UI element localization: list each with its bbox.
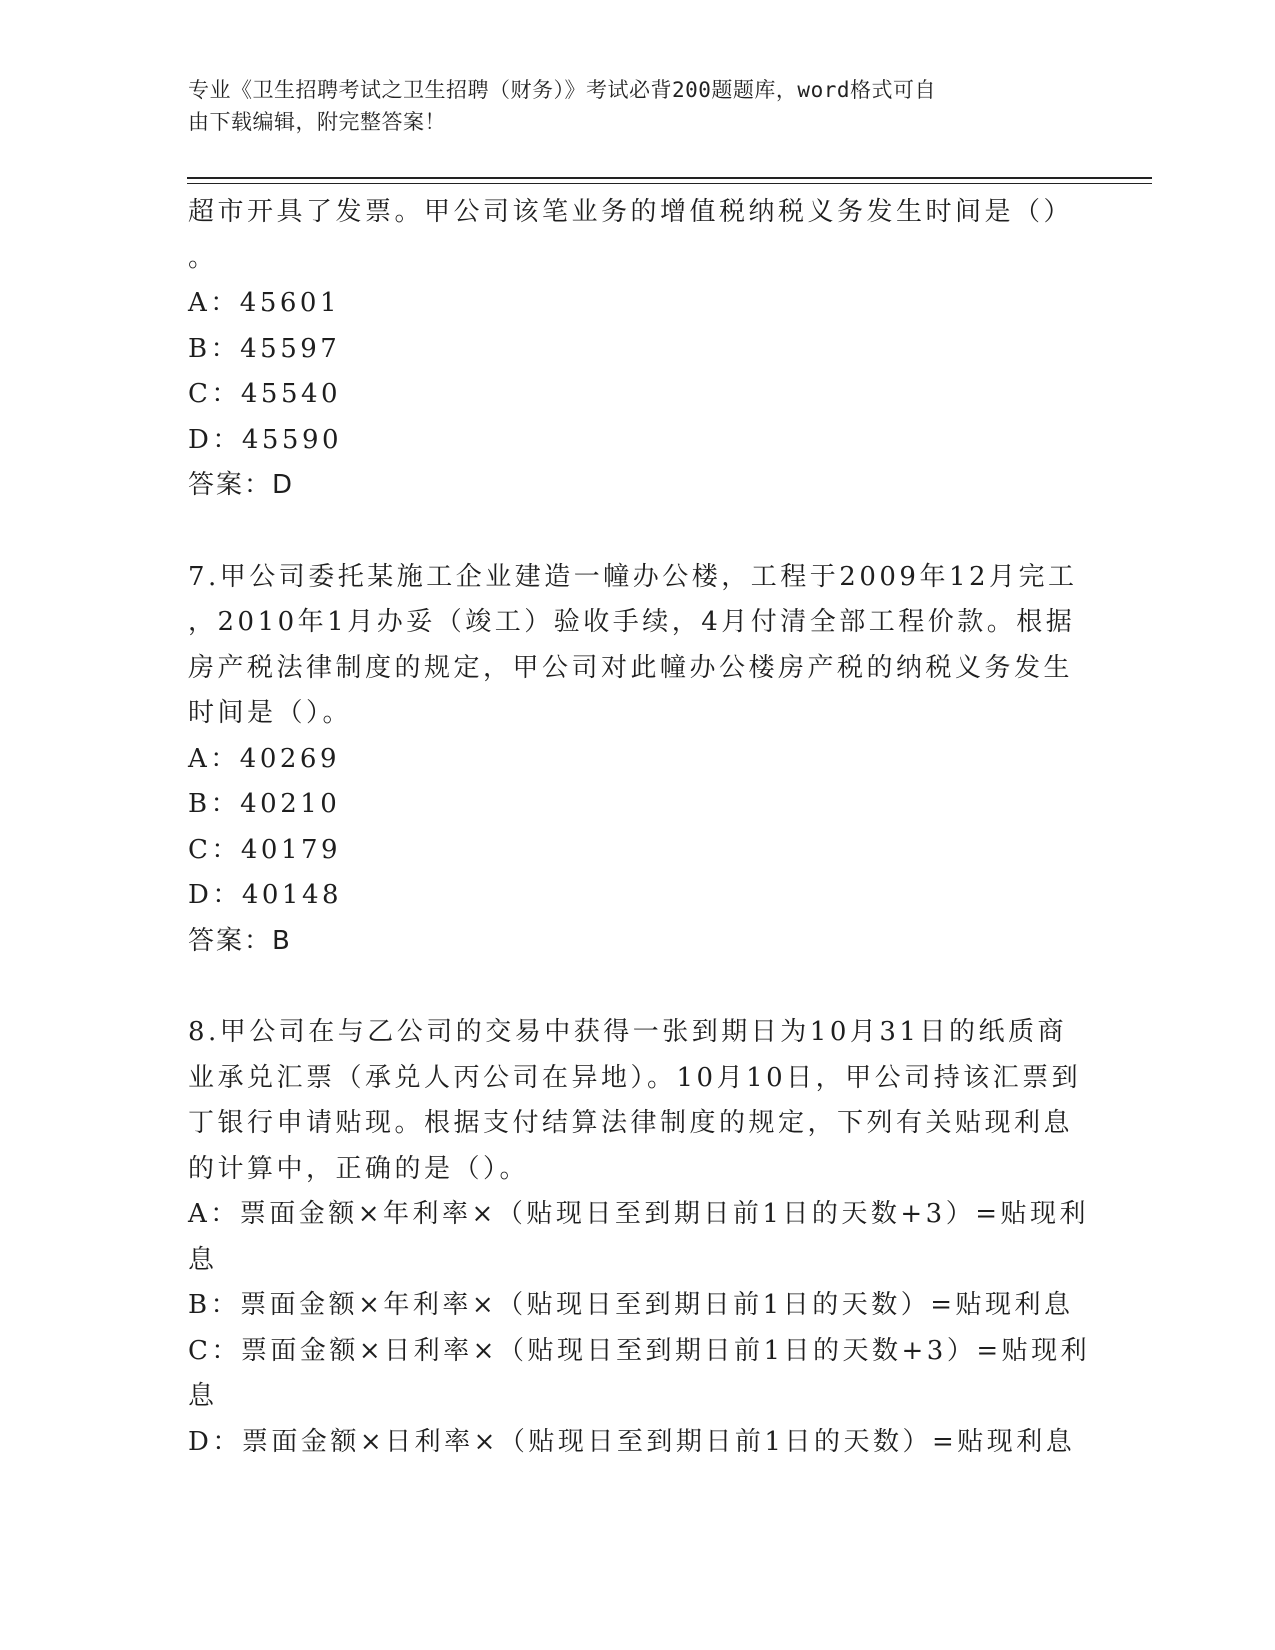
question-text-line: 房产税法律制度的规定，甲公司对此幢办公楼房产税的纳税义务发生	[188, 652, 1074, 683]
question-8	[188, 1010, 1091, 1465]
option-a-continued: 息	[188, 1244, 218, 1275]
question-6	[188, 190, 1088, 509]
answer-label: 答案：D	[188, 470, 295, 500]
option-d: D：40148	[188, 880, 343, 910]
option-a: A：45601	[188, 288, 340, 318]
spacer	[188, 509, 1088, 555]
question-text-line: 丁银行申请贴现。根据支付结算法律制度的规定，下列有关贴现利息	[188, 1108, 1074, 1138]
spacer	[188, 964, 1088, 1010]
option-c: C：40179	[188, 834, 342, 865]
question-7	[188, 555, 1088, 965]
option-c: C：45540	[188, 379, 342, 409]
header-line-1: 专业《卫生招聘考试之卫生招聘（财务）》考试必背200题题库，word格式可自	[188, 78, 936, 102]
option-c-continued: 息	[188, 1381, 218, 1411]
question-text-line: 的计算中，正确的是（）。	[188, 1153, 530, 1184]
header-divider-thick	[187, 177, 1152, 179]
option-b: B：票面金额×年利率×（贴现日至到期日前1日的天数）=贴现利息	[188, 1290, 1074, 1320]
option-b: B：45597	[188, 333, 341, 364]
question-text-line: 时间是（）。	[188, 698, 353, 728]
option-a: A：40269	[188, 743, 340, 774]
question-text-line: 8.甲公司在与乙公司的交易中获得一张到期日为10月31日的纸质商	[188, 1017, 1067, 1047]
option-d: D：45590	[188, 424, 343, 455]
option-d: D：票面金额×日利率×（贴现日至到期日前1日的天数）=贴现利息	[188, 1426, 1076, 1457]
header-divider-thin	[187, 183, 1152, 184]
document-header	[188, 74, 1088, 138]
document-body	[188, 190, 1091, 1465]
header-line-2: 由下载编辑，附完整答案！	[188, 110, 446, 134]
question-text-line: 。	[188, 242, 218, 273]
question-text-line: 超市开具了发票。甲公司该笔业务的增值税纳税义务发生时间是（）	[188, 197, 1074, 227]
option-b: B：40210	[188, 789, 341, 819]
question-text-line: 业承兑汇票（承兑人丙公司在异地）。10月10日，甲公司持该汇票到	[188, 1062, 1082, 1093]
question-text-line: ，2010年1月办妥（竣工）验收手续，4月付清全部工程价款。根据	[188, 607, 1076, 637]
option-c: C：票面金额×日利率×（贴现日至到期日前1日的天数+3）=贴现利	[188, 1335, 1091, 1366]
option-a: A：票面金额×年利率×（贴现日至到期日前1日的天数+3）=贴现利	[188, 1199, 1090, 1229]
question-text-line: 7.甲公司委托某施工企业建造一幢办公楼，工程于2009年12月完工	[188, 561, 1078, 592]
answer-label: 答案：B	[188, 925, 292, 956]
